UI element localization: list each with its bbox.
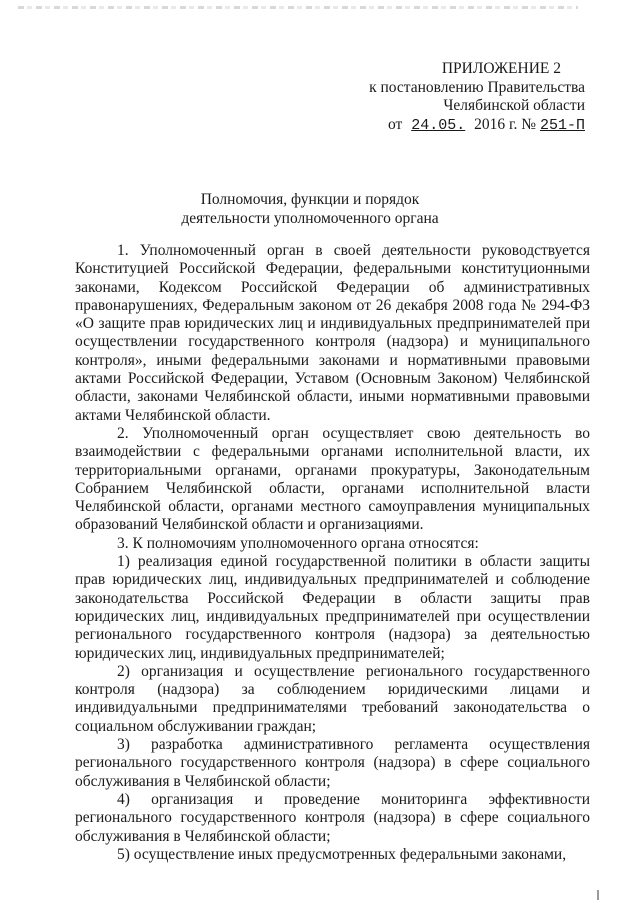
paragraph-3-5: 5) осуществление иных предусмотренных федеральными законами, [117,845,567,863]
appendix-prefix: от [388,115,403,133]
document-body [75,242,590,864]
document-heading [180,190,440,228]
scan-artifact-top [18,6,578,9]
appendix-year: 2016 г. № [474,115,537,133]
paragraph-2: 2. Уполномоченный орган осуществляет свою деятельность во взаимодействии с федеральными органами исполнительной власти, их территориальными органами, органами прокуратуры, Законодательным Собранием Челябинской области, органами исполнительной власти Челябинской области, органами местного самоуправления муниципальных образований Челябинской области и организациями. [75,424,590,534]
appendix-date: 24.05. [411,116,466,134]
appendix-number: 251-П [539,116,585,134]
heading-line-2: деятельности уполномоченного органа [181,210,439,227]
paragraph-3-2: 2) организация и осуществление регионального государственного контроля (надзора) за соблюдением юридическими лицами и индивидуальными предпринимателями требований законодательства о социальном обслуживании граждан; [75,662,590,735]
appendix-line-2: Челябинской области [443,97,585,114]
appendix-block [355,60,585,135]
paragraph-3-1: 1) реализация единой государственной политики в области защиты прав юридических лиц, индивидуальных предпринимателей и соблюдение законодательства Российской Федерации в области защиты прав юридических лиц, индивидуальных предпринимателей при осуществлении регионального государственного контроля (надзора) за деятельностью юридических лиц, индивидуальных предпринимателей; [75,553,590,662]
appendix-date-line [355,116,585,136]
paragraph-3: 3. К полномочиям уполномоченного органа относятся: [117,534,479,552]
paragraph-3-4: 4) организация и проведение мониторинга эффективности регионального государственного контроля (надзора) в сфере социального обслуживания в Челябинской области; [75,790,590,845]
paragraph-3-3: 3) разработка административного регламента осуществления регионального государственного контроля (надзора) в сфере социального обслуживания в Челябинской области; [75,736,590,790]
heading-line-1: Полномочия, функции и порядок [200,191,420,208]
scan-artifact-mark [597,890,599,900]
paragraph-1: 1. Уполномоченный орган в своей деятельности руководствуется Конституцией Российской Федерации, федеральными конституционными законами, Кодексом Российской Федерации об административных правонарушениях, Федеральным законом от 26 декабря 2008 года № 294-ФЗ «О защите прав юридических лиц и индивидуальных предпринимателей при осуществлении государственного контроля (надзора) и муниципального контроля», иными федеральными законами и нормативными правовыми актами Российской Федерации, Уставом (Основным Законом) Челябинской области, законами Челябинской области, иными нормативными правовыми актами Челябинской области. [75,242,590,424]
appendix-line-1: к постановлению Правительства [369,78,585,96]
appendix-title: ПРИЛОЖЕНИЕ 2 [441,60,561,77]
